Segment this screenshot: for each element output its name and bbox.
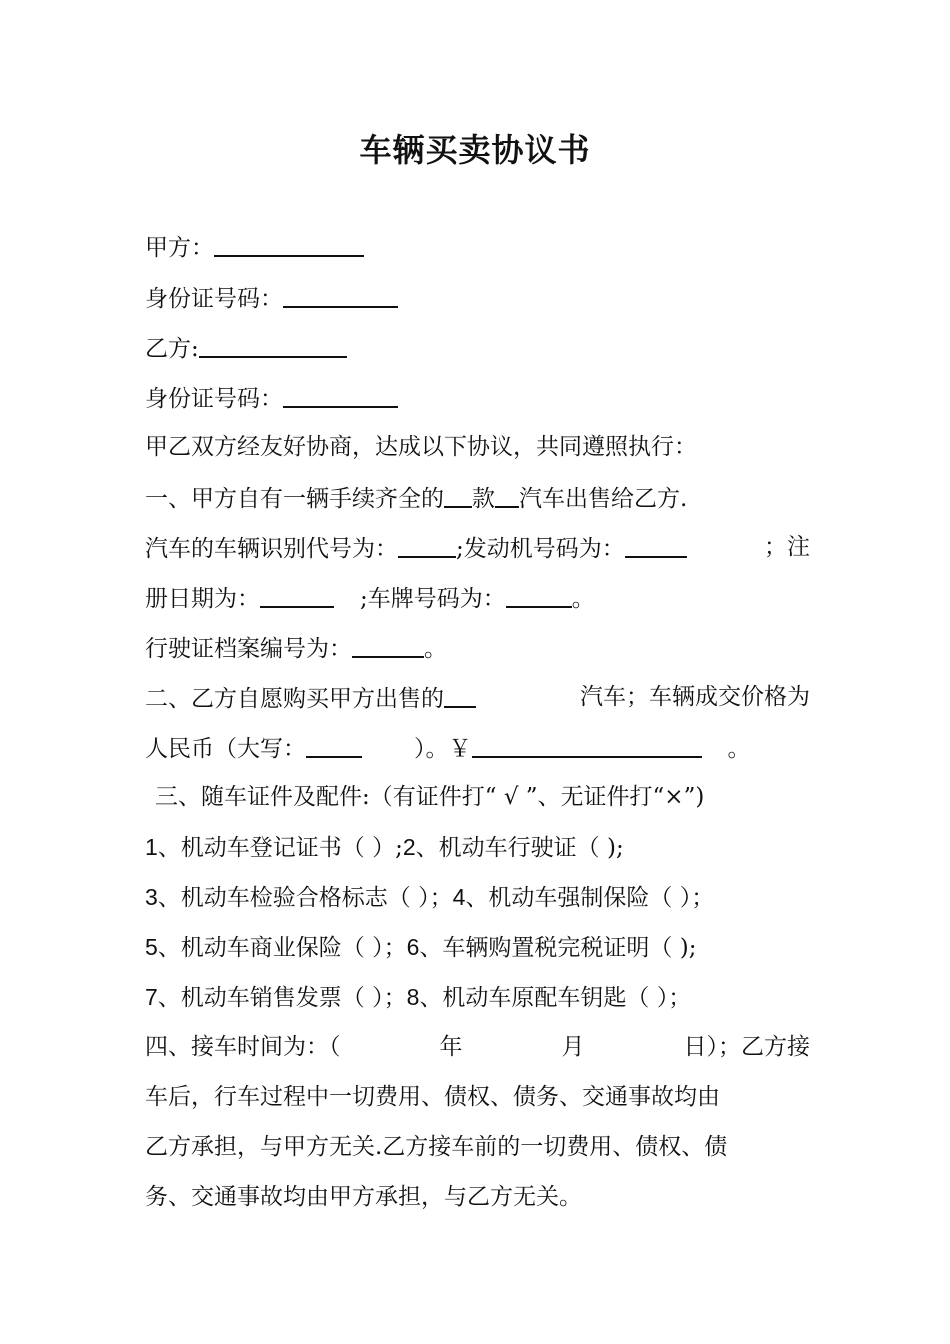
party-a-blank [214, 229, 364, 257]
file-number-blank [352, 630, 424, 658]
item-8-text: 、机动车原配车钥匙（ ）； [419, 985, 692, 1011]
vin-line-end: ；注 [764, 534, 810, 560]
clause4-line-4: 务、交通事故均由甲方承担，与乙方无关。 [145, 1184, 582, 1210]
clause3-row-3 [145, 930, 810, 965]
item-5-number: 5 [145, 934, 158, 960]
pickup-month-label: 月 [561, 1034, 585, 1060]
clause1-blank-model [495, 480, 519, 508]
pickup-day-label: 日）；乙方接 [683, 1034, 810, 1060]
item-6-text: 、车辆购置税完税证明（ ); [419, 935, 697, 961]
item-3-number: 3 [145, 884, 158, 910]
party-a-line [145, 229, 810, 265]
clause3-row-1 [145, 830, 810, 865]
clause3-heading: 三、随车证件及配件:（有证件打“ √ ”、无证件打“×”) [155, 784, 705, 810]
engine-number-blank [625, 530, 687, 558]
price-yuan-label: ）。￥ [414, 736, 472, 762]
clause1-reg-line [145, 580, 810, 616]
party-a-label: 甲方： [145, 235, 214, 261]
clause3-row-2 [145, 880, 810, 915]
item-5-text: 、机动车商业保险（ ）； [157, 935, 407, 961]
party-b-blank [199, 330, 347, 358]
party-b-line [145, 330, 810, 366]
reg-date-blank [260, 580, 334, 608]
price-words-blank [306, 730, 362, 758]
file-line-end: 。 [424, 636, 447, 662]
engine-number-label: ;发动机号码为： [456, 536, 625, 562]
item-2-text: 、机动车行驶证（ ); [415, 835, 624, 861]
clause1-file-line [145, 630, 810, 666]
clause4-line-2: 车后，行车过程中一切费用、债权、债务、交通事故均由 [145, 1084, 720, 1110]
clause2-text-2: 汽车；车辆成交价格为 [580, 684, 810, 710]
id-a-label: 身份证号码： [145, 286, 283, 312]
item-3-text: 、机动车检验合格标志（ ）； [157, 885, 453, 911]
item-1-number: 1 [145, 834, 158, 860]
clause3-row-4 [145, 980, 810, 1015]
vin-label: 汽车的车辆识别代号为： [145, 536, 398, 562]
item-4-text: 、机动车强制保险（ ）； [465, 885, 715, 911]
reg-date-label: 册日期为： [145, 586, 260, 612]
file-number-label: 行驶证档案编号为： [145, 636, 352, 662]
clause1-text-2: 款 [472, 486, 495, 512]
id-a-line [145, 280, 810, 316]
clause1-blank-brand [444, 480, 472, 508]
item-2-number: 2 [402, 834, 416, 860]
party-b-label: 乙方: [145, 336, 199, 362]
clause4-line-3: 乙方承担，与甲方无关.乙方接车前的一切费用、债权、债 [145, 1134, 728, 1160]
plate-label: ;车牌号码为： [360, 586, 506, 612]
clause2-price-line [145, 730, 810, 766]
clause1-text-1: 一、甲方自有一辆手续齐全的 [145, 486, 444, 512]
pickup-time-label: 四、接车时间为：（ [145, 1034, 341, 1060]
item-8-number: 8 [406, 984, 420, 1010]
clause2-line [145, 680, 810, 716]
price-number-blank [472, 730, 702, 758]
reg-line-end: 。 [571, 586, 595, 612]
price-words-label: 人民币（大写： [145, 736, 306, 762]
id-a-blank [283, 280, 398, 308]
id-b-line [145, 380, 810, 416]
clause2-blank-model [444, 680, 476, 708]
clause1-text-3: 汽车出售给乙方. [519, 486, 688, 512]
document-title: 车辆买卖协议书 [359, 131, 591, 169]
id-b-label: 身份证号码： [145, 386, 283, 412]
item-6-number: 6 [406, 934, 420, 960]
clause4-line-1 [145, 1030, 810, 1064]
vin-blank [398, 530, 456, 558]
pickup-year-label: 年 [439, 1034, 463, 1060]
clause2-text-1: 二、乙方自愿购买甲方出售的 [145, 686, 444, 712]
item-7-text: 、机动车销售发票（ ）； [157, 985, 407, 1011]
item-1-text: 、机动车登记证书（ ）; [157, 835, 403, 861]
plate-blank [506, 580, 572, 608]
item-7-number: 7 [145, 984, 158, 1010]
clause1-line [145, 480, 810, 516]
price-line-end: 。 [727, 736, 751, 762]
item-4-number: 4 [452, 884, 466, 910]
clause1-vin-left [145, 530, 687, 566]
clause2-left [145, 680, 476, 716]
id-b-blank [283, 380, 398, 408]
clause1-vin-line [145, 530, 810, 566]
intro-line: 甲乙双方经友好协商，达成以下协议，共同遵照执行： [145, 434, 697, 460]
